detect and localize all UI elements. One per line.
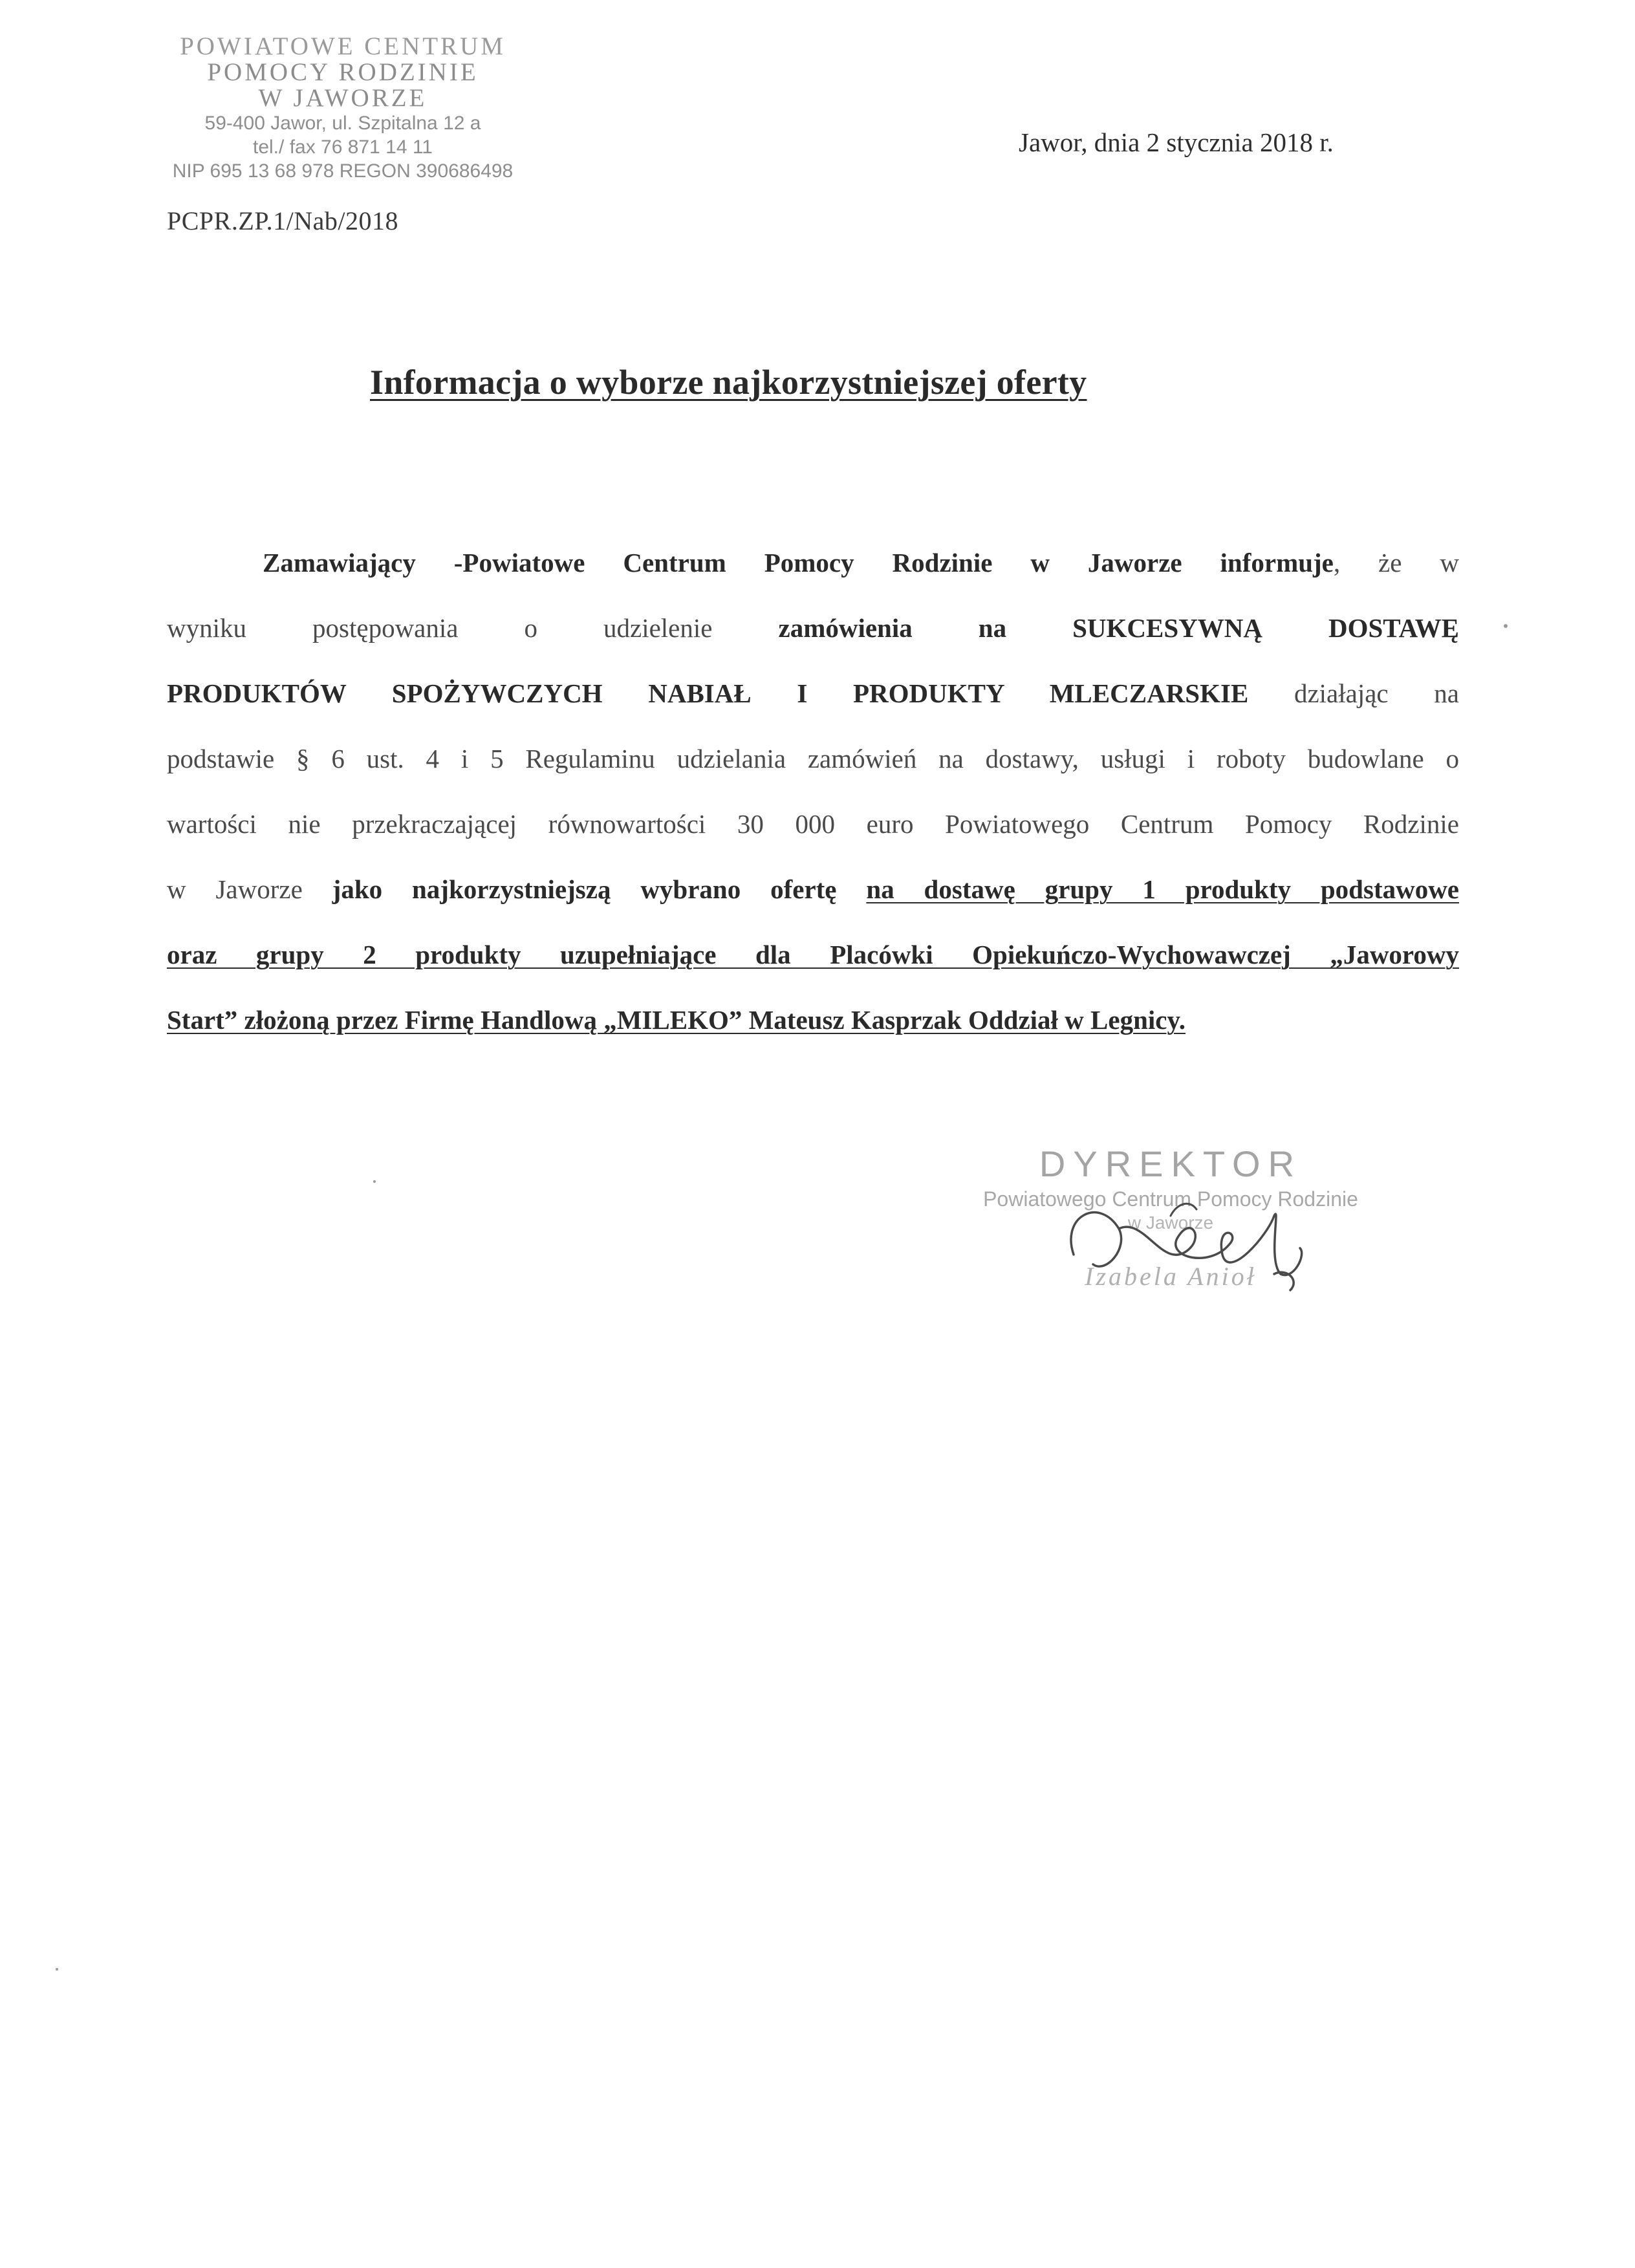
stamp-address: 59-400 Jawor, ul. Szpitalna 12 a (204, 113, 481, 134)
body-text: działając na (1294, 678, 1459, 708)
body-line (167, 661, 1459, 726)
body-bold-text: jako najkorzystniejszą wybrano ofertę (332, 874, 837, 904)
director-title: DYREKTOR (1039, 1143, 1303, 1184)
body-line (167, 596, 1459, 661)
stamp-line-1: POWIATOWE CENTRUM (180, 32, 506, 60)
institution-stamp (129, 34, 556, 183)
body-paragraph (167, 530, 1459, 1053)
body-line: podstawie § 6 ust. 4 i 5 Regulaminu udzielania zamówień na dostawy, usługi i roboty budowlane o (167, 744, 1459, 773)
body-line (167, 857, 1459, 922)
document-date: Jawor, dnia 2 stycznia 2018 r. (1019, 127, 1334, 157)
body-text: , że w (1333, 548, 1459, 578)
body-bold-text: Zamawiający -Powiatowe Centrum Pomocy Rodzinie w Jaworze informuje (263, 548, 1334, 578)
stamp-phone: tel./ fax 76 871 14 11 (253, 136, 433, 158)
stamp-line-2: POMOCY RODZINIE (207, 58, 479, 86)
stamp-ids: NIP 695 13 68 978 REGON 390686498 (172, 160, 514, 182)
director-name: Izabela Anioł (1085, 1262, 1257, 1291)
body-underlined-text: na dostawę grupy 1 produkty podstawowe (866, 874, 1460, 904)
body-line (167, 530, 1459, 596)
director-city: w Jaworze (1127, 1213, 1214, 1233)
handwritten-signature (996, 1177, 1358, 1332)
body-line (167, 922, 1459, 988)
body-line: wartości nie przekraczającej równowartości 30 000 euro Powiatowego Centrum Pomocy Rodzinie (167, 809, 1459, 839)
body-underlined-text: Start” złożoną przez Firmę Handlową „MILEKO” Mateusz Kasprzak Oddział w Legnicy. (167, 1005, 1186, 1035)
scan-speck (1504, 624, 1508, 628)
body-bold-text: PRODUKTÓW SPOŻYWCZYCH NABIAŁ I PRODUKTY MLECZARSKIE (167, 678, 1249, 708)
reference-number: PCPR.ZP.1/Nab/2018 (167, 206, 398, 235)
scan-speck (56, 1968, 58, 1971)
document-title: Informacja o wyborze najkorzystniejszej oferty (370, 363, 1087, 402)
body-underlined-text: oraz grupy 2 produkty uzupełniające dla Placówki Opiekuńczo-Wychowawczej „Jaworowy (167, 940, 1459, 969)
scan-speck (373, 1180, 376, 1183)
director-organization: Powiatowego Centrum Pomocy Rodzinie (983, 1187, 1358, 1211)
body-bold-text: zamówienia na SUKCESYWNĄ DOSTAWĘ (778, 613, 1460, 643)
body-text: wyniku postępowania o udzielenie (167, 613, 713, 643)
body-line (167, 988, 1459, 1053)
stamp-line-3: W JAWORZE (258, 84, 428, 112)
body-text: w Jaworze (167, 874, 303, 904)
